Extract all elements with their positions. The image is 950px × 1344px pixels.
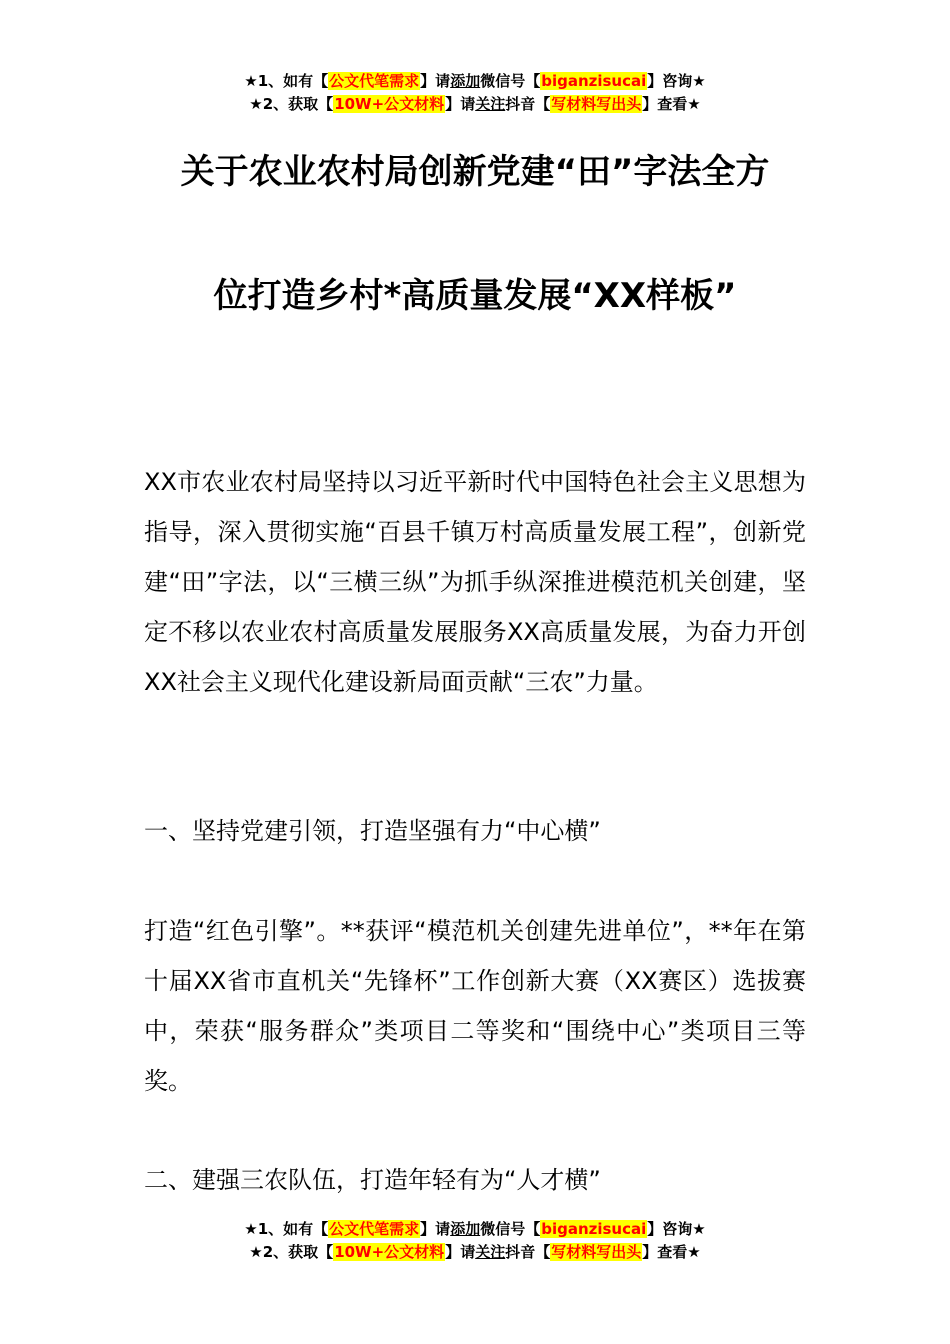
banner-underline: 添加: [450, 1220, 481, 1238]
banner-text: 微信号【: [480, 1220, 541, 1238]
banner-text: 微信号【: [480, 72, 541, 90]
banner-highlight: 10W+公文材料: [334, 95, 445, 113]
banner-highlight: 写材料写出头: [551, 95, 642, 113]
banner-text: ★1、如有【: [244, 1220, 329, 1238]
document-title-line-1: 关于农业农村局创新党建“田”字法全方: [180, 152, 770, 192]
footer-banner: [0, 1218, 950, 1264]
banner-text: ★1、如有【: [244, 72, 329, 90]
section-heading-1: 一、坚持党建引领，打造坚强有力“中心横”: [144, 817, 601, 845]
banner-text: 】请: [420, 72, 451, 90]
banner-text: ★2、获取【: [249, 1243, 334, 1261]
banner-highlight: 公文代笔需求: [329, 1220, 420, 1238]
banner-text: 】咨询★: [647, 1220, 706, 1238]
banner-underline: 添加: [450, 72, 481, 90]
banner-underline: 关注: [475, 1243, 506, 1261]
banner-text: 】咨询★: [647, 72, 706, 90]
banner-text: 抖音【: [505, 1243, 551, 1261]
banner-text: 】请: [445, 1243, 476, 1261]
banner-highlight: 10W+公文材料: [334, 1243, 445, 1261]
banner-line-2: [0, 1241, 950, 1264]
banner-highlight: 写材料写出头: [551, 1243, 642, 1261]
banner-line-1: [0, 70, 950, 93]
banner-line-2: [0, 93, 950, 116]
banner-text: 】查看★: [642, 95, 701, 113]
intro-paragraph: XX市农业农村局坚持以习近平新时代中国特色社会主义思想为指导，深入贯彻实施“百县千镇万村高质量发展工程”，创新党建“田”字法，以“三横三纵”为抓手纵深推进模范机关创建，坚定不移以农业农村高质量发展服务XX高质量发展，为奋力开创XX社会主义现代化建设新局面贡献“三农”力量。: [144, 468, 806, 696]
banner-line-1: [0, 1218, 950, 1241]
banner-text: 】查看★: [642, 1243, 701, 1261]
section-paragraph-1: 打造“红色引擎”。**获评“模范机关创建先进单位”，**年在第十届XX省市直机关“先锋杯”工作创新大赛（XX赛区）选拔赛中，荣获“服务群众”类项目二等奖和“围绕中心”类项目三等奖。: [144, 917, 806, 1095]
banner-text: ★2、获取【: [249, 95, 334, 113]
document-title-line-2: 位打造乡村*高质量发展“XX样板”: [213, 276, 737, 316]
banner-text: 】请: [445, 95, 476, 113]
banner-highlight: biganzisucai: [541, 72, 647, 90]
banner-highlight: 公文代笔需求: [329, 72, 420, 90]
banner-underline: 关注: [475, 95, 506, 113]
section-heading-2: 二、建强三农队伍，打造年轻有为“人才横”: [144, 1166, 601, 1194]
banner-highlight: biganzisucai: [541, 1220, 647, 1238]
header-banner: [0, 70, 950, 116]
banner-text: 抖音【: [505, 95, 551, 113]
banner-text: 】请: [420, 1220, 451, 1238]
